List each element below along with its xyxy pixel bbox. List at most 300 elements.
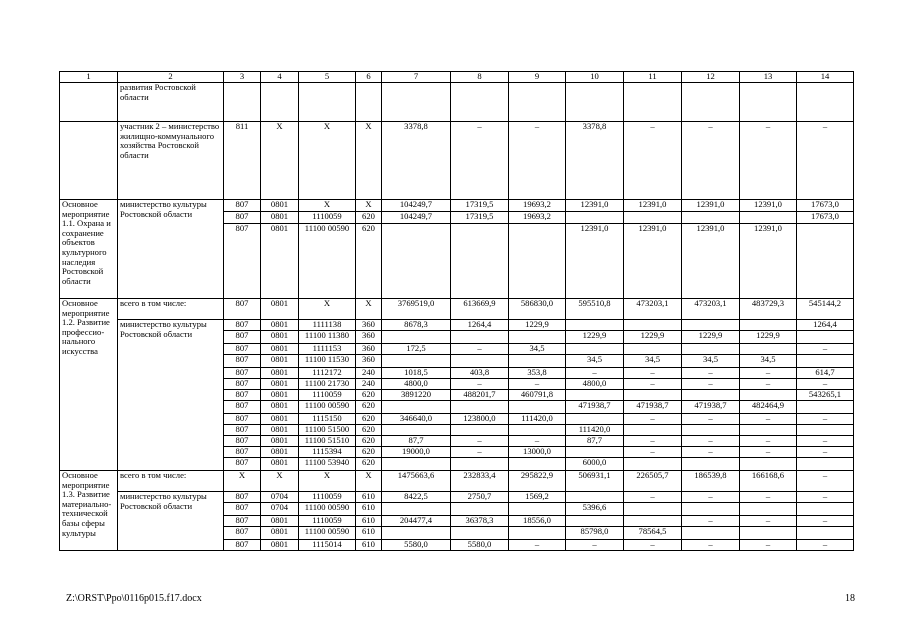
table-cell: 482464,9 (740, 401, 797, 414)
table-cell: 807 (224, 320, 261, 331)
column-header: 10 (566, 72, 624, 83)
table-cell: развития Ростовской области (118, 83, 224, 122)
table-cell: 473203,1 (624, 299, 682, 320)
table-cell (797, 83, 854, 122)
table-cell: 0801 (261, 331, 299, 344)
table-cell: 1111153 (299, 344, 356, 355)
table-cell: 1111138 (299, 320, 356, 331)
column-header: 9 (509, 72, 566, 83)
table-cell: 295822,9 (509, 471, 566, 492)
table-cell: 807 (224, 212, 261, 224)
table-cell: – (797, 379, 854, 390)
table-cell: – (682, 492, 740, 503)
table-cell: 1115394 (299, 447, 356, 458)
table-cell: 1569,2 (509, 492, 566, 503)
table-cell (797, 224, 854, 299)
table-cell (624, 458, 682, 471)
column-header: 13 (740, 72, 797, 83)
table-cell (509, 224, 566, 299)
table-cell (451, 527, 509, 540)
table-cell: – (624, 368, 682, 379)
column-header: 3 (224, 72, 261, 83)
table-cell: 0801 (261, 401, 299, 414)
table-cell: 595510,8 (566, 299, 624, 320)
table-cell: 1229,9 (566, 331, 624, 344)
table-cell: – (624, 436, 682, 447)
table-cell: – (624, 414, 682, 425)
table-cell (624, 425, 682, 436)
table-cell (382, 425, 451, 436)
table-cell: 360 (356, 331, 382, 344)
table-cell: 240 (356, 368, 382, 379)
table-cell (566, 390, 624, 401)
table-cell: 4800,0 (566, 379, 624, 390)
table-cell: – (797, 471, 854, 492)
table-cell: 807 (224, 344, 261, 355)
column-header: 4 (261, 72, 299, 83)
table-cell: 11100 00590 (299, 503, 356, 516)
table-cell: 204477,4 (382, 516, 451, 527)
table-cell: 0704 (261, 503, 299, 516)
table-cell: 11100 11530 (299, 355, 356, 368)
table-cell (682, 212, 740, 224)
table-cell: – (624, 447, 682, 458)
table-cell (382, 458, 451, 471)
table-cell: 34,5 (624, 355, 682, 368)
table-cell: 0801 (261, 200, 299, 212)
table-cell (382, 224, 451, 299)
table-cell (797, 355, 854, 368)
table-cell: 0801 (261, 344, 299, 355)
table-cell (382, 355, 451, 368)
table-cell: Х (356, 200, 382, 212)
table-cell: Х (299, 471, 356, 492)
table-cell (451, 331, 509, 344)
table-cell: 12391,0 (682, 200, 740, 212)
table-cell: 473203,1 (682, 299, 740, 320)
table-cell: 1110059 (299, 492, 356, 503)
table-cell: 545144,2 (797, 299, 854, 320)
table-cell: 0801 (261, 299, 299, 320)
table-cell: 506931,1 (566, 471, 624, 492)
table-cell: 11100 00590 (299, 527, 356, 540)
table-cell (624, 390, 682, 401)
table-cell: 610 (356, 503, 382, 516)
table-cell (740, 527, 797, 540)
table-cell (566, 447, 624, 458)
table-cell: 807 (224, 200, 261, 212)
table-cell (509, 503, 566, 516)
table-row (60, 299, 854, 320)
table-cell: 360 (356, 320, 382, 331)
table-cell: 12391,0 (682, 224, 740, 299)
table-cell: – (682, 414, 740, 425)
table-cell (740, 458, 797, 471)
table-cell: – (797, 436, 854, 447)
table-cell: 232833,4 (451, 471, 509, 492)
table-cell (566, 492, 624, 503)
table-cell: – (509, 379, 566, 390)
table-cell (682, 425, 740, 436)
table-row (60, 200, 854, 212)
table-cell (566, 344, 624, 355)
table-cell (60, 122, 118, 200)
table-cell (740, 212, 797, 224)
table-cell: 12391,0 (740, 200, 797, 212)
table-cell: 807 (224, 299, 261, 320)
table-cell: 0801 (261, 425, 299, 436)
table-cell: – (451, 436, 509, 447)
table-cell: 172,5 (382, 344, 451, 355)
table-cell: 34,5 (682, 355, 740, 368)
table-cell: 610 (356, 492, 382, 503)
table-cell: 186539,8 (682, 471, 740, 492)
table-cell (797, 331, 854, 344)
table-cell: 5580,0 (382, 540, 451, 551)
table-cell (682, 83, 740, 122)
executor-name: министерство культуры Ростовской области (118, 492, 224, 551)
table-cell: 17319,5 (451, 200, 509, 212)
table-cell (382, 401, 451, 414)
table-cell: 0801 (261, 320, 299, 331)
table-cell: 19000,0 (382, 447, 451, 458)
table-cell: 85798,0 (566, 527, 624, 540)
table-cell: 488201,7 (451, 390, 509, 401)
table-cell: 19693,2 (509, 200, 566, 212)
table-cell: 11100 51500 (299, 425, 356, 436)
table-cell (624, 344, 682, 355)
table-cell (509, 527, 566, 540)
table-cell: Х (299, 200, 356, 212)
table-cell: 1229,9 (624, 331, 682, 344)
table-cell: 12391,0 (740, 224, 797, 299)
table-cell: 614,7 (797, 368, 854, 379)
table-cell: 807 (224, 390, 261, 401)
table-cell (382, 527, 451, 540)
table-cell (509, 401, 566, 414)
table-cell (624, 503, 682, 516)
table-cell: 17673,0 (797, 200, 854, 212)
table-cell (740, 83, 797, 122)
table-cell: 111420,0 (509, 414, 566, 425)
table-cell: 0801 (261, 540, 299, 551)
table-cell: 8678,3 (382, 320, 451, 331)
table-cell: 1264,4 (451, 320, 509, 331)
table-cell: 807 (224, 503, 261, 516)
table-cell (797, 503, 854, 516)
table-cell: 620 (356, 458, 382, 471)
table-cell: 403,8 (451, 368, 509, 379)
table-cell: – (509, 436, 566, 447)
table-cell: 586830,0 (509, 299, 566, 320)
table-cell: 5396,6 (566, 503, 624, 516)
table-cell (682, 503, 740, 516)
table-cell: – (451, 344, 509, 355)
table-cell (451, 458, 509, 471)
table-cell: – (566, 368, 624, 379)
table-cell: 3378,8 (566, 122, 624, 200)
table-cell: Х (356, 471, 382, 492)
document-path: Z:\ORST\Ppo\0116p015.f17.docx (66, 593, 202, 604)
table-cell (356, 83, 382, 122)
table-cell (682, 344, 740, 355)
table-cell: – (682, 516, 740, 527)
table-cell: – (451, 447, 509, 458)
table-cell: – (682, 436, 740, 447)
page-number: 18 (845, 593, 855, 604)
table-cell: 0801 (261, 390, 299, 401)
table-cell (451, 401, 509, 414)
table-cell: 87,7 (566, 436, 624, 447)
table-cell: 807 (224, 379, 261, 390)
table-cell: – (797, 516, 854, 527)
table-cell: 1229,9 (682, 331, 740, 344)
table-cell: 1115150 (299, 414, 356, 425)
table-cell: 5580,0 (451, 540, 509, 551)
table-cell: – (740, 122, 797, 200)
table-cell: 19693,2 (509, 212, 566, 224)
table-cell: 3769519,0 (382, 299, 451, 320)
table-cell: – (797, 414, 854, 425)
table-cell (682, 320, 740, 331)
budget-table (59, 71, 854, 551)
table-cell (797, 458, 854, 471)
table-cell: 104249,7 (382, 212, 451, 224)
table-cell: 620 (356, 224, 382, 299)
table-cell: 1264,4 (797, 320, 854, 331)
table-cell: – (797, 540, 854, 551)
table-cell: 620 (356, 447, 382, 458)
table-cell: 240 (356, 379, 382, 390)
table-cell: 0704 (261, 492, 299, 503)
table-cell: 811 (224, 122, 261, 200)
table-cell: 807 (224, 516, 261, 527)
table-cell (740, 320, 797, 331)
table-cell: 2750,7 (451, 492, 509, 503)
table-cell: – (624, 492, 682, 503)
table-cell: – (740, 492, 797, 503)
table-row (60, 471, 854, 492)
table-cell (224, 83, 261, 122)
executor-name: министерство культуры Ростовской области (118, 200, 224, 299)
table-cell: 12391,0 (624, 200, 682, 212)
column-header: 7 (382, 72, 451, 83)
table-cell (682, 390, 740, 401)
table-cell (382, 331, 451, 344)
table-cell: 11100 00590 (299, 401, 356, 414)
table-cell: 807 (224, 447, 261, 458)
executor-name: министерство культуры Ростовской области (118, 320, 224, 471)
table-cell: 3378,8 (382, 122, 451, 200)
table-row (60, 122, 854, 200)
table-cell: – (624, 122, 682, 200)
table-cell: 166168,6 (740, 471, 797, 492)
table-cell: – (451, 379, 509, 390)
table-cell: 360 (356, 355, 382, 368)
activity-name: Основное мероприятие 1.3. Развитие материально-технической базы сферы культуры (60, 471, 118, 551)
table-cell: 1110059 (299, 212, 356, 224)
table-cell: Х (299, 299, 356, 320)
table-cell: – (797, 447, 854, 458)
table-cell: 483729,3 (740, 299, 797, 320)
table-cell: 1475663,6 (382, 471, 451, 492)
table-cell (299, 83, 356, 122)
table-cell (624, 320, 682, 331)
table-cell (740, 503, 797, 516)
table-cell (740, 390, 797, 401)
table-cell: – (797, 122, 854, 200)
table-cell: – (740, 436, 797, 447)
table-cell (509, 331, 566, 344)
table-cell (60, 83, 118, 122)
table-cell: 807 (224, 224, 261, 299)
table-cell: – (740, 414, 797, 425)
table-cell: 471938,7 (624, 401, 682, 414)
table-cell: 11100 53940 (299, 458, 356, 471)
table-cell: 1110059 (299, 390, 356, 401)
table-cell: Х (356, 122, 382, 200)
table-cell (682, 527, 740, 540)
table-cell: 807 (224, 331, 261, 344)
table-cell: 360 (356, 344, 382, 355)
table-cell: 12391,0 (566, 224, 624, 299)
table-cell (566, 83, 624, 122)
table-cell: 8422,5 (382, 492, 451, 503)
executor-name: всего в том числе: (118, 299, 224, 320)
table-cell: 807 (224, 401, 261, 414)
table-cell: – (682, 122, 740, 200)
table-cell: 17673,0 (797, 212, 854, 224)
table-cell (624, 83, 682, 122)
table-cell (566, 320, 624, 331)
table-cell (451, 224, 509, 299)
table-cell (566, 516, 624, 527)
table-cell: 610 (356, 527, 382, 540)
table-cell: 111420,0 (566, 425, 624, 436)
table-cell: 620 (356, 390, 382, 401)
table-cell: 87,7 (382, 436, 451, 447)
table-cell (261, 83, 299, 122)
table-cell: 0801 (261, 379, 299, 390)
table-cell: 0801 (261, 212, 299, 224)
table-cell: 1018,5 (382, 368, 451, 379)
table-cell: 17319,5 (451, 212, 509, 224)
table-cell (797, 425, 854, 436)
table-cell: 0801 (261, 436, 299, 447)
table-cell (451, 83, 509, 122)
table-cell (451, 425, 509, 436)
table-row (60, 320, 854, 331)
table-cell: 104249,7 (382, 200, 451, 212)
table-cell: Х (224, 471, 261, 492)
table-cell: 123800,0 (451, 414, 509, 425)
table-cell: Х (261, 122, 299, 200)
table-cell: 0801 (261, 516, 299, 527)
table-cell: 11100 00590 (299, 224, 356, 299)
table-cell: 353,8 (509, 368, 566, 379)
table-cell: – (740, 379, 797, 390)
table-cell: 620 (356, 401, 382, 414)
table-cell: 471938,7 (682, 401, 740, 414)
table-cell: 620 (356, 414, 382, 425)
table-cell: 620 (356, 436, 382, 447)
table-cell (740, 425, 797, 436)
table-cell: 4800,0 (382, 379, 451, 390)
table-cell (382, 503, 451, 516)
table-cell: 1115014 (299, 540, 356, 551)
table-cell: 807 (224, 458, 261, 471)
table-cell: 807 (224, 414, 261, 425)
column-header: 2 (118, 72, 224, 83)
table-cell: 0801 (261, 224, 299, 299)
table-cell (740, 344, 797, 355)
table-cell: 807 (224, 368, 261, 379)
table-cell: 1112172 (299, 368, 356, 379)
table-cell: – (797, 492, 854, 503)
table-cell: 1229,9 (740, 331, 797, 344)
table-cell: – (682, 540, 740, 551)
activity-name: Основное мероприятие 1.2. Развитие профессио-нального искусства (60, 299, 118, 471)
table-cell: 12391,0 (566, 200, 624, 212)
table-cell (451, 355, 509, 368)
executor-name: всего в том числе: (118, 471, 224, 492)
table-cell: 1229,9 (509, 320, 566, 331)
table-cell: 11100 11380 (299, 331, 356, 344)
table-cell: – (624, 379, 682, 390)
table-cell: – (740, 368, 797, 379)
table-cell: 12391,0 (624, 224, 682, 299)
table-cell (797, 527, 854, 540)
table-cell: 807 (224, 355, 261, 368)
table-cell: 1110059 (299, 516, 356, 527)
activity-name: Основное мероприятие 1.1. Охрана и сохранение объектов культурного наследия Ростовской области (60, 200, 118, 299)
table-cell: 13000,0 (509, 447, 566, 458)
table-cell: 807 (224, 540, 261, 551)
table-cell: 613669,9 (451, 299, 509, 320)
table-cell: – (509, 540, 566, 551)
table-cell: 460791,8 (509, 390, 566, 401)
table-cell (451, 503, 509, 516)
table-cell: 0801 (261, 527, 299, 540)
table-cell: 226505,7 (624, 471, 682, 492)
table-cell: 36378,3 (451, 516, 509, 527)
table-cell: 34,5 (509, 344, 566, 355)
table-cell: 807 (224, 527, 261, 540)
table-cell: 0801 (261, 458, 299, 471)
table-cell: – (566, 540, 624, 551)
column-header: 8 (451, 72, 509, 83)
column-header: 12 (682, 72, 740, 83)
column-header: 14 (797, 72, 854, 83)
column-header: 6 (356, 72, 382, 83)
table-cell: – (451, 122, 509, 200)
table-cell (382, 83, 451, 122)
table-cell: 34,5 (566, 355, 624, 368)
table-cell: 620 (356, 425, 382, 436)
table-cell (509, 458, 566, 471)
table-cell: 6000,0 (566, 458, 624, 471)
table-cell: Х (261, 471, 299, 492)
table-cell: 807 (224, 436, 261, 447)
table-cell: 78564,5 (624, 527, 682, 540)
table-row (60, 492, 854, 503)
table-cell: 11100 21730 (299, 379, 356, 390)
table-cell: 18556,0 (509, 516, 566, 527)
table-cell: – (624, 540, 682, 551)
table-cell: 543265,1 (797, 390, 854, 401)
table-cell: участник 2 – министерство жилищно-коммунального хозяйства Ростовской области (118, 122, 224, 200)
table-cell: – (740, 540, 797, 551)
